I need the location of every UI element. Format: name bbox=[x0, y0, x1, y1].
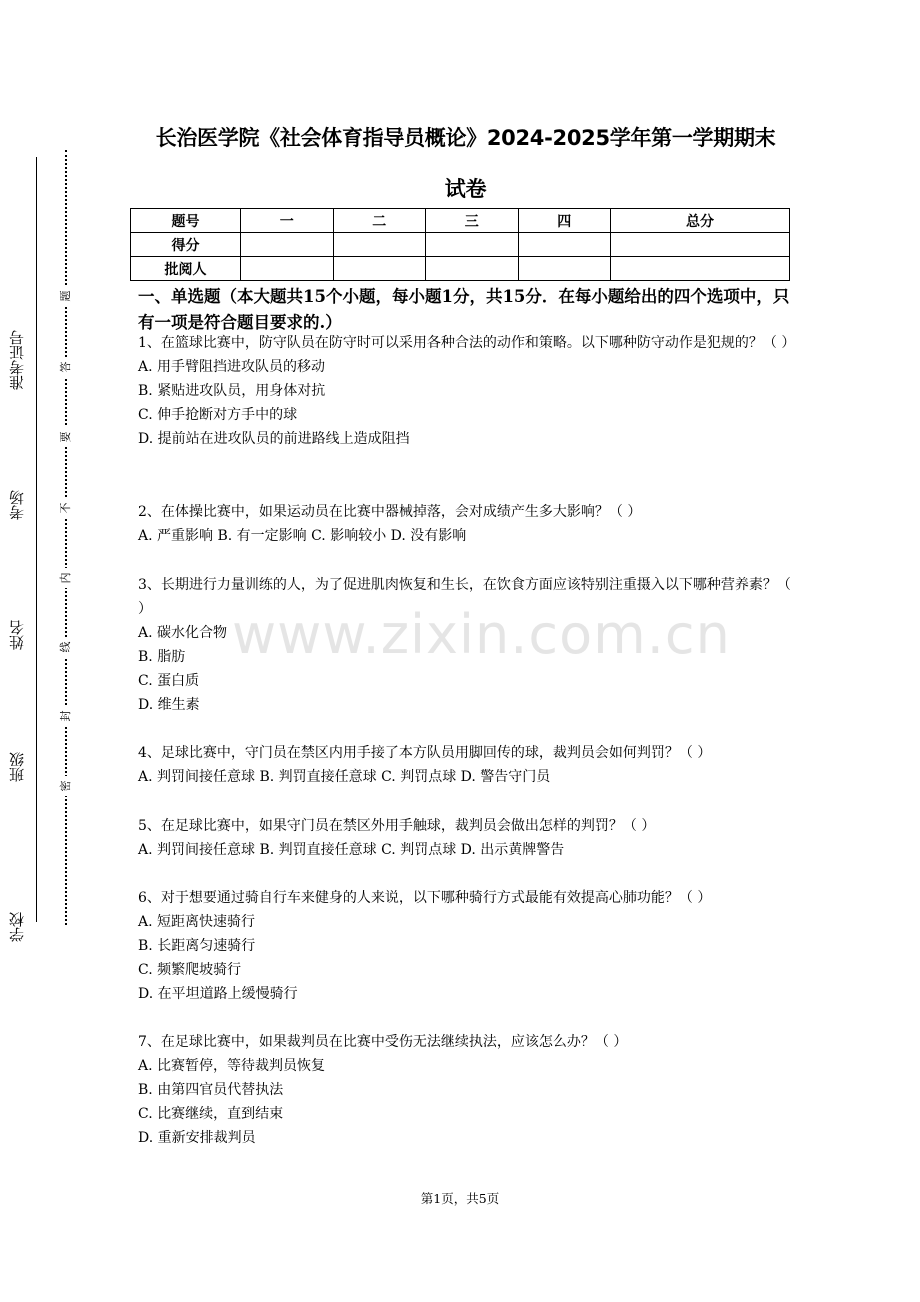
field-exam-number: 准考证号 bbox=[8, 330, 26, 390]
page-footer: 第1页，共5页 bbox=[420, 1191, 500, 1206]
score-header-cell: 一 bbox=[241, 209, 334, 233]
question-5 bbox=[138, 814, 793, 862]
question-option: B. 脂肪 bbox=[138, 649, 186, 665]
exam-title-line1: 长治医学院《社会体育指导员概论》2024-2025学年第一学期期末 bbox=[155, 126, 776, 150]
question-option: D. 重新安排裁判员 bbox=[138, 1130, 256, 1146]
question-1 bbox=[138, 331, 796, 451]
score-cell[interactable] bbox=[241, 233, 334, 257]
score-cell[interactable] bbox=[426, 257, 519, 281]
score-cell[interactable] bbox=[611, 233, 790, 257]
seal-char: 密 bbox=[56, 776, 76, 796]
field-name: 姓名 bbox=[8, 620, 26, 650]
question-2 bbox=[138, 500, 793, 548]
seal-char: 不 bbox=[56, 498, 76, 518]
question-option: C. 伸手抢断对方手中的球 bbox=[138, 407, 298, 423]
question-option: B. 紧贴进攻队员，用身体对抗 bbox=[138, 383, 326, 399]
question-option: D. 提前站在进攻队员的前进路线上造成阻挡 bbox=[138, 431, 410, 447]
score-cell[interactable] bbox=[333, 257, 426, 281]
score-cell[interactable] bbox=[426, 233, 519, 257]
question-stem: 4、足球比赛中，守门员在禁区内用手接了本方队员用脚回传的球，裁判员会如何判罚？（ ） bbox=[138, 745, 712, 761]
score-cell[interactable] bbox=[518, 233, 611, 257]
score-header-cell: 三 bbox=[426, 209, 519, 233]
score-cell[interactable] bbox=[241, 257, 334, 281]
question-option: C. 蛋白质 bbox=[138, 673, 200, 689]
question-3 bbox=[138, 573, 793, 717]
question-option: A. 短距离快速骑行 bbox=[138, 914, 256, 930]
question-option: A. 碳水化合物 bbox=[138, 625, 228, 641]
question-option: D. 维生素 bbox=[138, 697, 200, 713]
question-stem: 3、长期进行力量训练的人，为了促进肌肉恢复和生长，在饮食方面应该特别注重摄入以下哪种营养素？（ ） bbox=[138, 577, 791, 617]
score-header-cell: 四 bbox=[518, 209, 611, 233]
question-6 bbox=[138, 886, 793, 1006]
score-row-label: 得分 bbox=[131, 233, 241, 257]
question-option: D. 在平坦道路上缓慢骑行 bbox=[138, 986, 298, 1002]
score-table-header-row bbox=[131, 209, 790, 233]
seal-char: 答 bbox=[56, 357, 76, 377]
field-school: 学校 bbox=[8, 912, 26, 942]
question-stem: 2、在体操比赛中，如果运动员在比赛中器械掉落，会对成绩产生多大影响？（ ） bbox=[138, 504, 642, 520]
exam-title bbox=[138, 121, 793, 206]
question-stem: 1、在篮球比赛中，防守队员在防守时可以采用各种合法的动作和策略。以下哪种防守动作是犯规的？（ ） bbox=[138, 335, 796, 351]
score-table bbox=[130, 208, 790, 281]
question-7 bbox=[138, 1030, 793, 1150]
question-option: A. 判罚间接任意球 B. 判罚直接任意球 C. 判罚点球 D. 出示黄牌警告 bbox=[138, 842, 565, 858]
question-stem: 6、对于想要通过骑自行车来健身的人来说，以下哪种骑行方式最能有效提高心肺功能？（ ） bbox=[138, 890, 712, 906]
score-cell[interactable] bbox=[333, 233, 426, 257]
seal-dotted-line bbox=[65, 150, 67, 925]
question-stem: 7、在足球比赛中，如果裁判员在比赛中受伤无法继续执法，应该怎么办？（ ） bbox=[138, 1034, 628, 1050]
seal-char: 内 bbox=[56, 568, 76, 588]
score-table-row bbox=[131, 257, 790, 281]
exam-title-line2: 试卷 bbox=[444, 177, 487, 201]
question-stem: 5、在足球比赛中，如果守门员在禁区外用手触球，裁判员会做出怎样的判罚？（ ） bbox=[138, 818, 656, 834]
seal-char: 要 bbox=[56, 427, 76, 447]
question-option: B. 长距离匀速骑行 bbox=[138, 938, 256, 954]
question-4 bbox=[138, 741, 793, 789]
score-header-cell: 总分 bbox=[611, 209, 790, 233]
score-cell[interactable] bbox=[518, 257, 611, 281]
score-cell[interactable] bbox=[611, 257, 790, 281]
field-class: 班级 bbox=[8, 752, 26, 782]
watermark: www.zixin.com.cn bbox=[232, 603, 731, 666]
score-row-label: 批阅人 bbox=[131, 257, 241, 281]
question-option: C. 频繁爬坡骑行 bbox=[138, 962, 242, 978]
question-option: A. 判罚间接任意球 B. 判罚直接任意球 C. 判罚点球 D. 警告守门员 bbox=[138, 769, 551, 785]
field-exam-room: 考场 bbox=[8, 490, 26, 520]
section1-header: 一、单选题（本大题共15个小题，每小题1分，共15分．在每小题给出的四个选项中，只有一项是符合题目要求的.） bbox=[138, 287, 790, 332]
score-table-row bbox=[131, 233, 790, 257]
question-option: A. 比赛暂停，等待裁判员恢复 bbox=[138, 1058, 326, 1074]
seal-char: 线 bbox=[56, 637, 76, 657]
binding-solid-line bbox=[36, 157, 37, 922]
question-option: A. 严重影响 B. 有一定影响 C. 影响较小 D. 没有影响 bbox=[138, 528, 467, 544]
question-option: B. 由第四官员代替执法 bbox=[138, 1082, 284, 1098]
seal-char: 封 bbox=[56, 706, 76, 726]
question-option: A. 用手臂阻挡进攻队员的移动 bbox=[138, 359, 326, 375]
binding-margin bbox=[0, 0, 100, 1302]
seal-char: 题 bbox=[56, 286, 76, 306]
score-header-cell: 题号 bbox=[131, 209, 241, 233]
question-option: C. 比赛继续，直到结束 bbox=[138, 1106, 284, 1122]
score-header-cell: 二 bbox=[333, 209, 426, 233]
